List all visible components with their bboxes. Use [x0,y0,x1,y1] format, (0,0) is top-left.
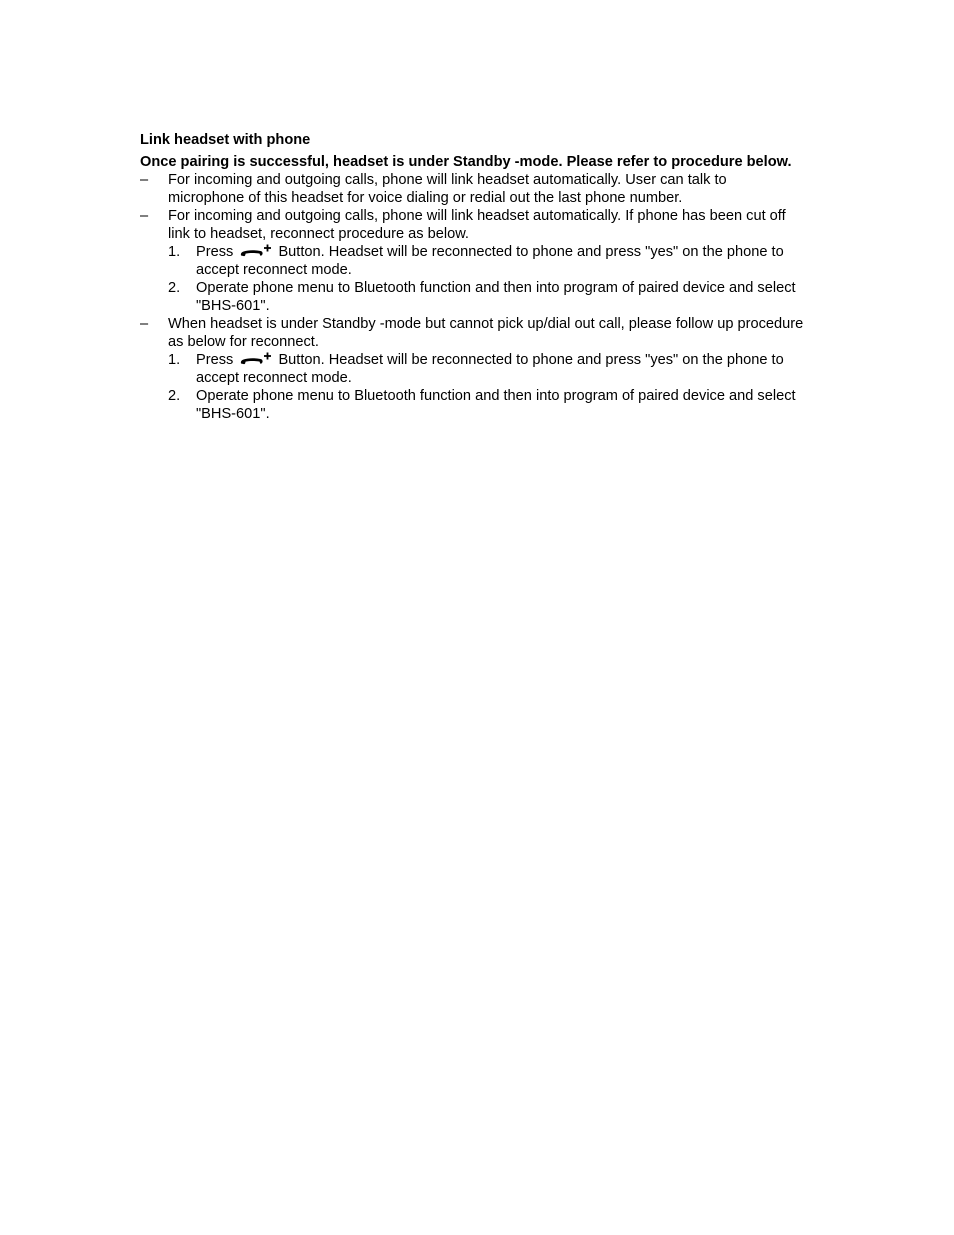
intro-paragraph: Once pairing is successful, headset is under Standby -mode. Please refer to procedure below. [140,154,792,170]
list-item-text: When headset is under Standby -mode but cannot pick up/dial out call, please follow up procedure as below for reconnect. [168,316,804,350]
dash-bullet: – [140,316,149,332]
phone-handset-plus-icon [239,352,273,366]
step-list [168,351,805,423]
section-heading: Link headset with phone [140,132,311,148]
dash-bullet: – [140,208,149,224]
step-text-after-icon: Button. Headset will be reconnected to phone and press "yes" on the phone to accept reconnect mode. [196,244,784,278]
list-item [140,171,805,207]
list-item [140,207,805,315]
list-item [140,315,805,423]
step-text-before-icon: Press [196,244,234,260]
list-item-text: For incoming and outgoing calls, phone will link headset automatically. User can talk to microphone of this headset for voice dialing or redial out the last phone number. [168,172,727,206]
procedure-list [140,171,805,423]
document-page [140,131,805,423]
step-number: 1. [168,352,181,368]
step-list [168,243,805,315]
step-number: 2. [168,388,181,404]
step-item [168,387,805,423]
step-number: 1. [168,244,181,260]
step-text: Operate phone menu to Bluetooth function and then into program of paired device and select "BHS-601". [196,388,796,422]
step-text: Operate phone menu to Bluetooth function and then into program of paired device and select "BHS-601". [196,280,796,314]
step-item [168,351,805,387]
step-number: 2. [168,280,181,296]
list-item-text: For incoming and outgoing calls, phone will link headset automatically. If phone has been cut off link to headset, reconnect procedure as below. [168,208,786,242]
phone-handset-plus-icon [239,244,273,258]
step-text-after-icon: Button. Headset will be reconnected to phone and press "yes" on the phone to accept reconnect mode. [196,352,784,386]
dash-bullet: – [140,172,149,188]
step-item [168,279,805,315]
step-item [168,243,805,279]
step-text-before-icon: Press [196,352,234,368]
